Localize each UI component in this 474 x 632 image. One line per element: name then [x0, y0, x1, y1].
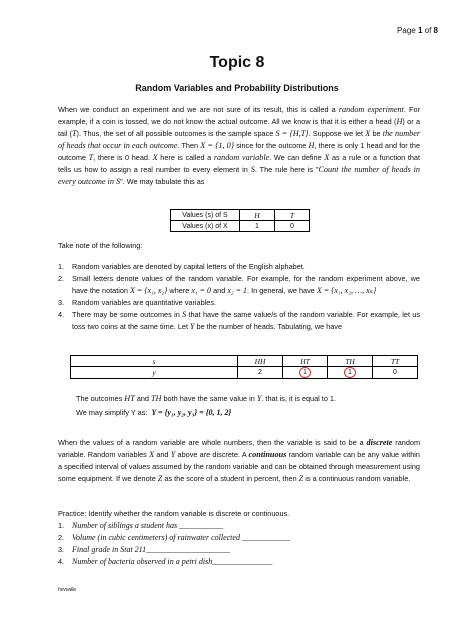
list-item: 1. Random variables are denoted by capital letters of the English alphabet.: [58, 262, 305, 271]
page-current: 1: [417, 26, 423, 35]
list-item: 2. Volume (in cubic centimeters) of rainwater collected ____________: [58, 533, 290, 542]
list-item: 4. There may be some outcomes in S that have the same value/s of the random variable. For example, let us toss two coins at the same time. Let Y be the number of heads. Tabulating, we have: [58, 310, 421, 331]
outcomes-text: The outcomes HT and TH both have the same value in Y. that is, it is equal to 1.: [76, 394, 337, 403]
page-label: Page: [397, 26, 416, 35]
discrete-paragraph: When the values of a random variable are whole numbers, then the variable is said to be a discrete random variable. Random variables X and Y above are discrete. A continuous random variable can be any value within a specified interval of values assumed by the random variable and can be obtained through measurement using some equipment. If we denote Z as the score of a student in percent, then Z is a continuous random variable.: [58, 438, 421, 483]
footer-author: hvvvalle: [58, 587, 77, 593]
note-intro: Take note of the following:: [58, 241, 143, 250]
notes-list: [58, 261, 420, 333]
practice-intro: Practice: Identify whether the random variable is discrete or continuous.: [58, 509, 290, 518]
intro-paragraph: When we conduct an experiment and we are not sure of its result, this is called a random experiment. For example, if a coin is tossed, we do not know the actual outcome. All we know is that it is either a head (H) or a tail (T). Thus, the set of all possible outcomes is the sample space S = {H,T}. Suppose we let X be the number of heads that occur in each outcome. Then X = {1, 0} since for the outcome H, there is only 1 head and for the outcome T, there is 0 head. X here is called a random variable. We can define X as a rule or a function that tells us how to assign a real number to every element in S. The rule here is "Count the number of heads in every outcome in S". We may tabulate this as: [58, 105, 421, 186]
page-total: 8: [433, 26, 438, 35]
values-table: [170, 209, 310, 232]
page-of: of: [424, 26, 432, 35]
list-item: 2. Small letters denote values of the random variable. For example, for the random experiment above, we have the notation X = {x₁, x₂} where x₁ = 0 and x₂ = 1. In general, we have X = {x₁, x₂, …, xₖ}: [58, 274, 420, 295]
simplify-line: We may simplify Y as: Y = {y₁, y₂, y₃} = {0, 1, 2}: [76, 408, 232, 417]
list-item: 3. Final grade in Stat 211_____________________: [58, 545, 231, 554]
circled-value: 1: [299, 367, 311, 378]
list-item: 1. Number of siblings a student has ___________: [58, 521, 224, 530]
page-subtitle: Random Variables and Probability Distributions: [135, 83, 339, 93]
page-title: Topic 8: [209, 54, 265, 71]
table-row: Values (s) of S H T: [171, 210, 310, 221]
circled-value: 1: [344, 367, 356, 378]
table-row: Values (x) of X 1 0: [171, 221, 310, 232]
list-item: 3. Random variables are quantitative variables.: [58, 298, 216, 307]
list-item: 4. Number of bacteria observed in a petri dish_______________: [58, 557, 273, 566]
practice-list: [58, 520, 420, 568]
page-number: [397, 26, 438, 35]
table-row: s HH HT TH TT: [71, 356, 418, 367]
table-row: y 2 1 1 0: [71, 367, 418, 379]
heads-table: [70, 355, 418, 379]
